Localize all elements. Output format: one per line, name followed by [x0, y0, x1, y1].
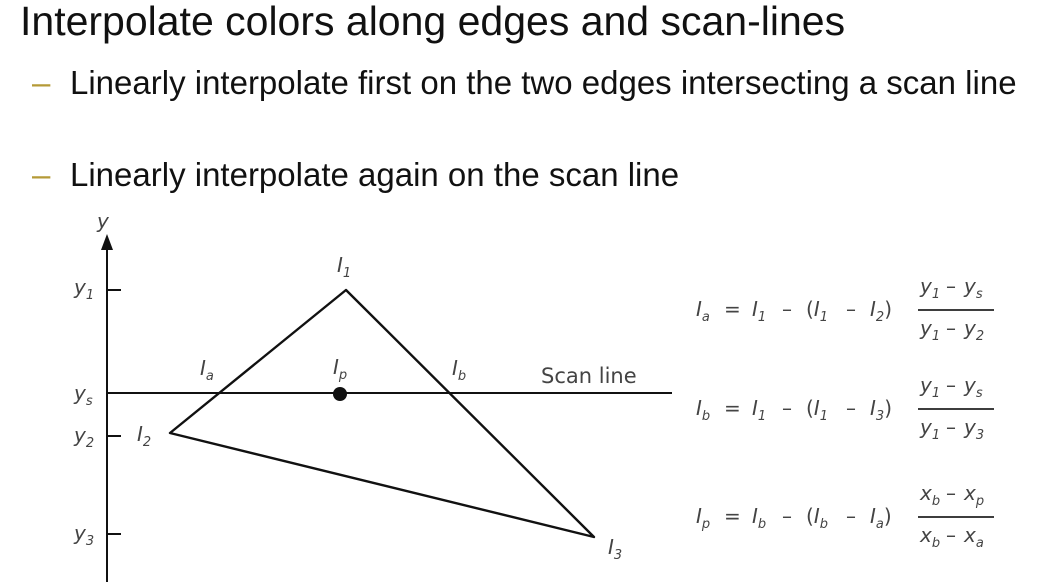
intersection-label-ia: $I_a$ — [200, 356, 214, 384]
svg-text:xb – xa: $x_b$ – $x_a$ — [920, 523, 984, 551]
bullet-item-edges — [32, 64, 1022, 101]
vertex-label-i1: $I_1$ — [337, 253, 352, 281]
svg-text:xb – xp: $x_b$ – $x_p$ — [920, 481, 985, 509]
vertex-label-i2: $I_2$ — [137, 422, 152, 450]
svg-text:Ip = Ib –: $I_p$ = $I_b$ – ($I_b$ – $I_a$) — [696, 504, 892, 532]
bullet-text: Linearly interpolate first on the two edges intersecting a scan line — [70, 64, 1017, 101]
intersection-label-ib: $I_b$ — [452, 356, 467, 384]
svg-text:y1 – y2: $y_1$ – $y_2$ — [920, 316, 985, 344]
svg-text:y1 – y3: $y_1$ – $y_3$ — [920, 415, 985, 443]
bullet-text: Linearly interpolate again on the scan line — [70, 156, 680, 193]
intersection-label-ip: $I_p$ — [333, 355, 348, 383]
bullet-dash: – — [32, 156, 51, 193]
equation-ip — [696, 481, 994, 552]
scan-line-label: Scan line — [541, 364, 637, 388]
bullet-item-scanline — [32, 156, 1022, 193]
point-ip — [333, 387, 347, 401]
y-axis-label: y — [97, 209, 109, 233]
slide-title: Interpolate colors along edges and scan-lines — [20, 0, 846, 44]
tick-label-y1: $y_1$ — [74, 275, 95, 303]
svg-text:Ia = I1 –: $I_a$ = $I_1$ – ($I_1$ – $I_2$) — [696, 297, 892, 325]
vertex-label-i3: $I_3$ — [608, 535, 623, 563]
equation-ib — [696, 373, 994, 444]
tick-label-y2: $y_2$ — [74, 423, 95, 451]
y-axis-arrowhead — [101, 234, 113, 250]
equation-ia — [696, 274, 994, 345]
tick-label-ys: $y_s$ — [74, 381, 93, 409]
svg-text:y1 – ys: $y_1$ – $y_s$ — [920, 274, 983, 302]
interpolation-diagram — [0, 200, 1052, 586]
svg-text:y1 – ys: $y_1$ – $y_s$ — [920, 373, 983, 401]
svg-text:Ib = I1 –: $I_b$ = $I_1$ – ($I_1$ – $I_3$) — [696, 396, 892, 424]
tick-label-y3: $y_3$ — [74, 521, 95, 549]
triangle — [170, 290, 594, 537]
bullet-dash: – — [32, 64, 51, 101]
